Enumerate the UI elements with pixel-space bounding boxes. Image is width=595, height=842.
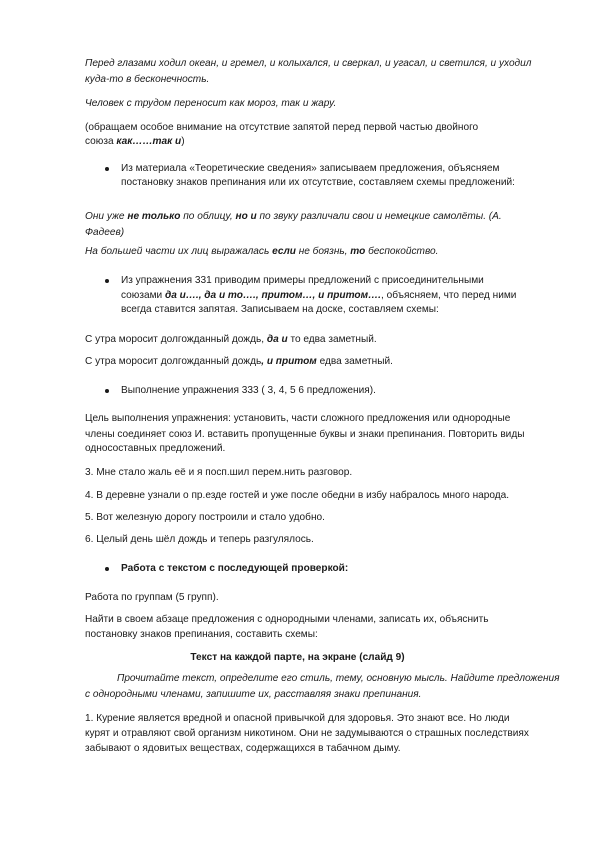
bullet-marker (105, 167, 109, 171)
bullet-text-work: Работа с текстом с последующей проверкой: (121, 563, 349, 574)
paragraph-groups: Работа по группам (5 групп). (85, 592, 219, 603)
paragraph-goal-line-1: Цель выполнения упражнения: установить, части сложного предложения или однородные (85, 413, 511, 424)
task-line-2: с однородными членами, запишите их, расставляя знаки препинания. (85, 689, 422, 700)
paragraph-goal-line-2: члены соединяет союз И. вставить пропущенные буквы и знаки препинания. Повторить виды (85, 429, 525, 440)
exercise-sentence-4: 4. В деревне узнали о пр.езде гостей и уже после обедни в избу набралось много народа. (85, 490, 510, 501)
exercise-sentence-3: 3. Мне стало жаль её и я посп.шил перем.нить разговор. (85, 467, 353, 478)
paragraph-instructions-line-1: Найти в своем абзаце предложения с однородными членами, записать их, объяснить (85, 614, 489, 625)
paragraph-instructions-line-2: постановку знаков препинания, составить схемы: (85, 629, 318, 640)
bullet-marker (105, 279, 109, 283)
example-rain-1: С утра моросит долгожданный дождь, да и то едва заметный. (85, 334, 377, 345)
paragraph-smoking-line-1: 1. Курение является вредной и опасной привычкой для здоровья. Это знают все. Но люди (85, 713, 510, 724)
exercise-sentence-5: 5. Вот железную дорогу построили и стало удобно. (85, 512, 325, 523)
paragraph-ocean-line-2: куда-то в бесконечность. (85, 74, 210, 85)
bullet-theory-line-1: Из материала «Теоретические сведения» записываем предложения, объясняем (121, 163, 500, 174)
bullet-marker (105, 389, 109, 393)
paragraph-frost: Человек с трудом переносит как мороз, так и жару. (85, 98, 337, 109)
paragraph-ocean-line-1: Перед глазами ходил океан, и гремел, и колыхался, и сверкал, и угасал, и светился, и уходил (85, 58, 532, 69)
paragraph-faces: На большей части их лиц выражалась если не боязнь, то беспокойство. (85, 246, 439, 257)
paragraph-fadeev-line-1: Они уже не только по облицу, но и по звуку различали свои и немецкие самолёты. (А. (85, 211, 502, 222)
section-heading: Текст на каждой парте, на экране (слайд 9) (190, 652, 405, 663)
bullet-exercise-331-line-3: всегда ставится запятая. Записываем на доске, составляем схемы: (121, 304, 439, 315)
bullet-exercise-331-line-1: Из упражнения 331 приводим примеры предложений с присоединительными (121, 275, 484, 286)
paragraph-smoking-line-3: забывают о ядовитых веществах, содержащихся в табачном дыму. (85, 743, 401, 754)
paragraph-fadeev-line-2: Фадеев) (85, 227, 125, 238)
bullet-theory-line-2: постановку знаков препинания или их отсутствие, составляем схемы предложений: (121, 177, 515, 188)
bullet-exercise-333: Выполнение упражнения 333 ( 3, 4, 5 6 предложения). (121, 385, 376, 396)
exercise-sentence-6: 6. Целый день шёл дождь и теперь разгулялось. (85, 534, 314, 545)
paragraph-note-line-1: (обращаем особое внимание на отсутствие запятой перед первой частью двойного (85, 122, 479, 133)
bullet-marker (105, 567, 109, 571)
bullet-exercise-331-line-2: союзами да и…., да и то…., притом…, и притом…., объясняем, что перед ними (121, 290, 517, 301)
task-line-1: Прочитайте текст, определите его стиль, тему, основную мысль. Найдите предложения (117, 673, 560, 684)
paragraph-note-line-2: союза как……так и) (85, 136, 185, 147)
paragraph-goal-line-3: односоставных предложений. (85, 443, 226, 454)
paragraph-smoking-line-2: курят и отравляют свой организм никотином. Они не задумываются о страшных последствиях (85, 728, 529, 739)
example-rain-2: С утра моросит долгожданный дождь, и притом едва заметный. (85, 356, 393, 367)
